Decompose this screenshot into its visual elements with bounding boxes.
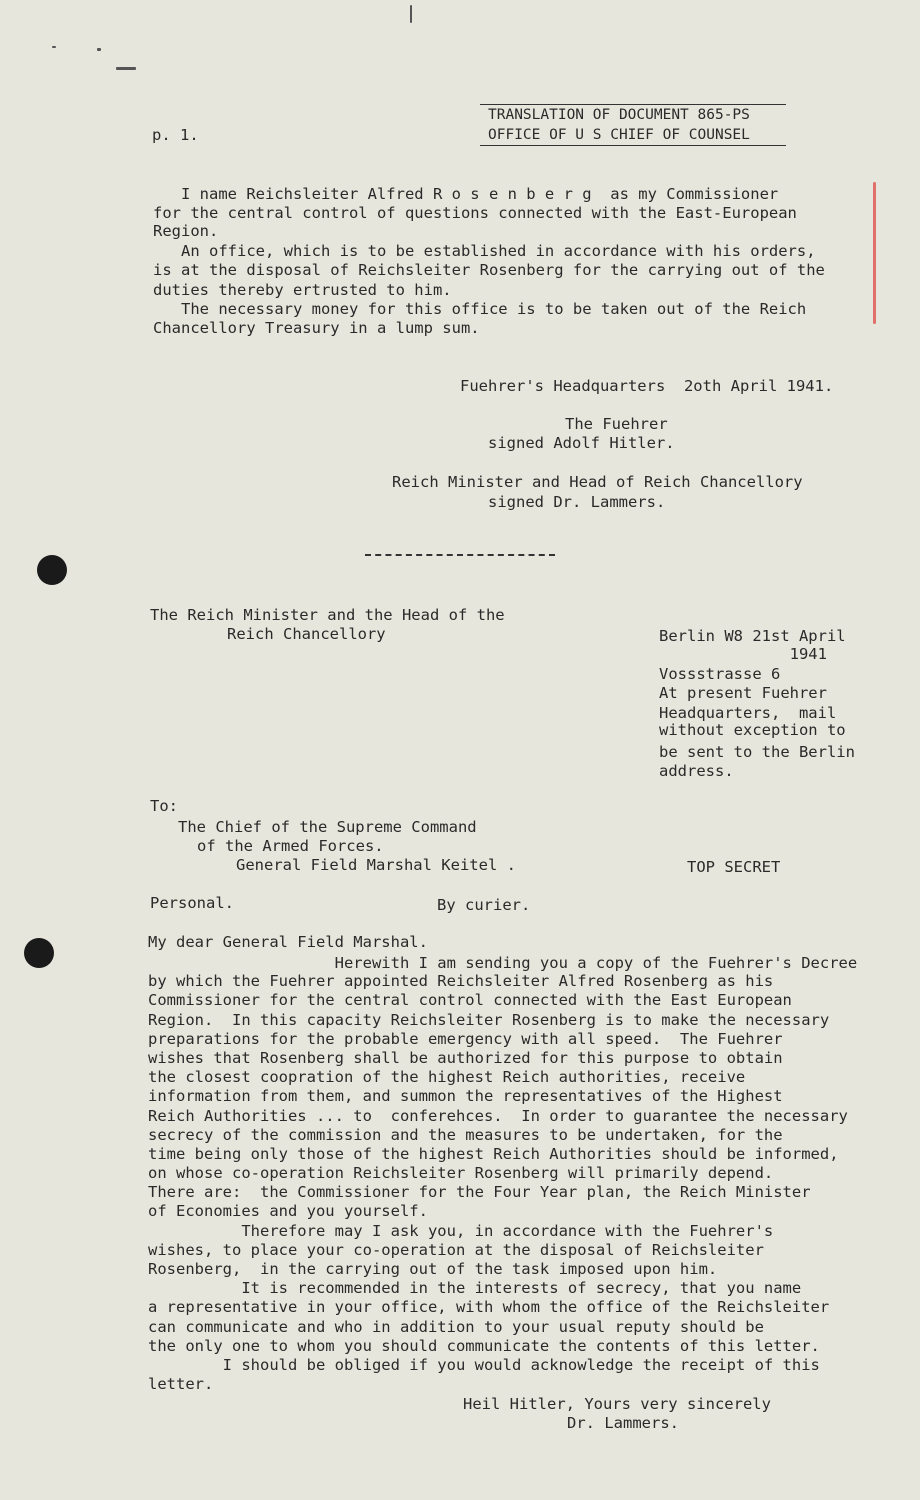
body-line: secrecy of the commission and the measures to be undertaken, for the (148, 1126, 783, 1144)
address-line: 1941 (659, 645, 827, 663)
body-line: Herewith I am sending you a copy of the Fuehrer's Decree (148, 954, 858, 972)
decree-place-date: Fuehrer's Headquarters 2oth April 1941. (460, 377, 834, 395)
address-line: address. (659, 762, 734, 780)
body-line: It is recommended in the interests of secrecy, that you name (148, 1279, 802, 1297)
decree-line: Chancellory Treasury in a lump sum. (153, 319, 480, 337)
paper-speck (410, 5, 412, 23)
body-line: letter. (148, 1375, 214, 1393)
section-divider (365, 554, 555, 558)
decree-line: for the central control of questions connected with the East-European (153, 204, 797, 222)
address-line: At present Fuehrer (659, 684, 827, 702)
document-office: OFFICE OF U S CHIEF OF COUNSEL (488, 127, 750, 143)
sender-line-2: Reich Chancellory (227, 625, 386, 643)
body-line: of Economies and you yourself. (148, 1202, 428, 1220)
page-number: p. 1. (152, 126, 199, 144)
body-line: can communicate and who in addition to your usual reputy should be (148, 1318, 764, 1336)
document-title: TRANSLATION OF DOCUMENT 865-PS (488, 107, 750, 123)
sender-line-1: The Reich Minister and the Head of the (150, 606, 505, 624)
signer-minister-title: Reich Minister and Head of Reich Chancellory (392, 473, 803, 491)
signer-fuehrer-title: The Fuehrer (565, 415, 668, 433)
body-line: on whose co-operation Reichsleiter Rosenberg will primarily depend. (148, 1164, 774, 1182)
body-line: wishes, to place your co-operation at the disposal of Reichsleiter (148, 1241, 764, 1259)
body-line: by which the Fuehrer appointed Reichsleiter Alfred Rosenberg as his (148, 972, 774, 990)
decree-line: I name Reichsleiter Alfred R o s e n b e r g as my Commissioner (153, 185, 779, 203)
address-line: Berlin W8 21st April (659, 627, 846, 645)
body-line: wishes that Rosenberg shall be authorized for this purpose to obtain (148, 1049, 783, 1067)
decree-line: is at the disposal of Reichsleiter Rosenberg for the carrying out of the (153, 261, 825, 279)
punch-hole-bottom (24, 938, 54, 968)
address-line: Vossstrasse 6 (659, 665, 781, 683)
signer-fuehrer-name: signed Adolf Hitler. (488, 434, 675, 452)
paper-speck (52, 46, 56, 48)
punch-hole-top (37, 555, 67, 585)
title-rule-top (480, 104, 786, 105)
decree-line: The necessary money for this office is to be taken out of the Reich (153, 300, 807, 318)
paper-speck (116, 67, 136, 70)
closing-signer: Dr. Lammers. (567, 1414, 679, 1432)
body-line: Reich Authorities ... to conferehces. In order to guarantee the necessary (148, 1107, 848, 1125)
salutation: My dear General Field Marshal. (148, 933, 428, 951)
body-line: I should be obliged if you would acknowledge the receipt of this (148, 1356, 820, 1374)
body-line: information from them, and summon the representatives of the Highest (148, 1087, 783, 1105)
body-line: Commissioner for the central control connected with the East European (148, 991, 792, 1009)
body-line: Region. In this capacity Reichsleiter Rosenberg is to make the necessary (148, 1011, 830, 1029)
address-line: without exception to (659, 721, 846, 739)
body-line: a representative in your office, with whom the office of the Reichsleiter (148, 1298, 830, 1316)
recipient-line-3: General Field Marshal Keitel . (236, 856, 516, 874)
body-line: There are: the Commissioner for the Four Year plan, the Reich Minister (148, 1183, 811, 1201)
red-margin-mark (873, 182, 876, 324)
address-line: be sent to the Berlin (659, 743, 855, 761)
body-line: preparations for the probable emergency with all speed. The Fuehrer (148, 1030, 783, 1048)
body-line: time being only those of the highest Reich Authorities should be informed, (148, 1145, 839, 1163)
decree-line: Region. (153, 222, 219, 240)
body-line: the closest coopration of the highest Reich authorities, receive (148, 1068, 746, 1086)
signer-minister-name: signed Dr. Lammers. (488, 493, 666, 511)
address-line: Headquarters, mail (659, 704, 837, 722)
body-line: Therefore may I ask you, in accordance with the Fuehrer's (148, 1222, 774, 1240)
decree-line: An office, which is to be established in accordance with his orders, (153, 242, 816, 260)
recipient-line-1: The Chief of the Supreme Command (178, 818, 477, 836)
classification-stamp: TOP SECRET (687, 858, 781, 876)
closing: Heil Hitler, Yours very sincerely (463, 1395, 771, 1413)
body-line: Rosenberg, in the carrying out of the task imposed upon him. (148, 1260, 718, 1278)
body-line: the only one to whom you should communicate the contents of this letter. (148, 1337, 820, 1355)
decree-line: duties thereby ertrusted to him. (153, 281, 452, 299)
courier-label: By curier. (437, 896, 531, 914)
title-rule-bottom (480, 145, 786, 146)
personal-label: Personal. (150, 894, 234, 912)
to-label: To: (150, 797, 178, 815)
recipient-line-2: of the Armed Forces. (197, 837, 384, 855)
paper-speck (97, 48, 101, 51)
